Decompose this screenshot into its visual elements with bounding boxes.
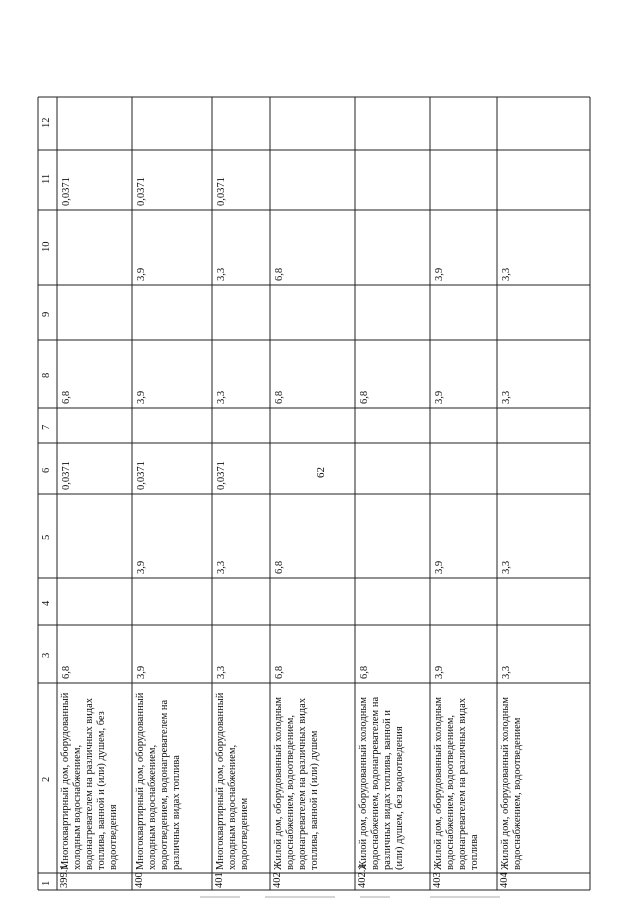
row-description: Многоквартирный дом, оборудованный холодным водоснабжением, водонагревателем на различных видах топлива, ванной и (или) душем, без водоотведения [60,692,119,870]
cell-value-col-8: 3,3 [216,390,227,404]
row-description: Жилой дом, оборудованный холодным водоснабжением, водоотведением, водонагревателем на различных видах топлива [433,696,480,870]
cell-value-col-8: 6,8 [274,390,285,404]
row-description: Многоквартирный дом, оборудованный холодным водоснабжением, водоотведением, водонагревателем на различных видах топлива [135,692,182,870]
cell-value-col-5: 3,9 [136,560,147,574]
cell-value-col-6: 0,0371 [216,461,227,490]
column-header: 8 [41,372,52,378]
row-description: Многоквартирный дом, оборудованный холодным водоснабжением, водоотведением [215,692,250,870]
row-description: Жилой дом, оборудованный холодным водоснабжением, водонагревателем на различных видах топлива, ванной и (или) душем, без водоотведения [358,696,405,870]
cell-value-col-10: 6,8 [274,267,285,281]
cell-value-col-3: 6,8 [61,665,72,679]
cell-value-col-3: 3,9 [136,665,147,679]
cell-value-col-10: 3,3 [501,267,512,281]
column-header: 11 [41,173,52,184]
cell-value-col-11: 0,0371 [216,177,227,206]
row-description: Жилой дом, оборудованный холодным водоснабжением, водоотведением, водонагревателем на различных видах топлива, ванной и (или) душем [273,696,320,870]
row-id: 402.1 [357,864,368,888]
column-header: 1 [41,880,52,886]
cell-value-col-3: 3,3 [216,665,227,679]
cell-value-col-8: 3,3 [501,390,512,404]
column-header: 7 [41,424,52,430]
column-header: 3 [41,652,52,658]
scan-artifact [265,896,335,898]
column-header: 6 [41,467,52,473]
scan-artifact [430,896,500,898]
row-id: 401 [214,872,225,888]
cell-value-col-5: 3,9 [434,560,445,574]
page-number: 62 [315,467,327,478]
cell-value-col-6: 0,0371 [136,461,147,490]
column-header: 9 [41,311,52,317]
cell-value-col-5: 6,8 [274,560,285,574]
cell-value-col-10: 3,3 [216,267,227,281]
cell-value-col-3: 3,3 [501,665,512,679]
row-id: 399.1 [59,864,70,888]
cell-value-col-5: 3,3 [501,560,512,574]
cell-value-col-3: 6,8 [359,665,370,679]
cell-value-col-11: 0,0371 [136,177,147,206]
cell-value-col-3: 3,9 [434,665,445,679]
cell-value-col-3: 6,8 [274,665,285,679]
column-header: 10 [41,241,52,252]
cell-value-col-11: 0,0371 [61,177,72,206]
column-header: 2 [41,776,52,782]
row-id: 402 [272,872,283,888]
scan-artifact [360,896,390,898]
scan-artifact [200,896,240,898]
cell-value-col-6: 0,0371 [61,461,72,490]
column-header: 12 [41,117,52,128]
cell-value-col-10: 3,9 [434,267,445,281]
row-id: 403 [432,872,443,888]
cell-value-col-5: 3,3 [216,560,227,574]
cell-value-col-8: 6,8 [359,390,370,404]
row-id: 400 [134,872,145,888]
cell-value-col-8: 3,9 [434,390,445,404]
row-id: 404 [499,872,510,888]
row-description: Жилой дом, оборудованный холодным водоснабжением, водоотведением [500,696,523,870]
column-header: 4 [41,600,52,606]
cell-value-col-8: 3,9 [136,390,147,404]
cell-value-col-10: 3,9 [136,267,147,281]
column-header: 5 [41,534,52,540]
cell-value-col-8: 6,8 [61,390,72,404]
